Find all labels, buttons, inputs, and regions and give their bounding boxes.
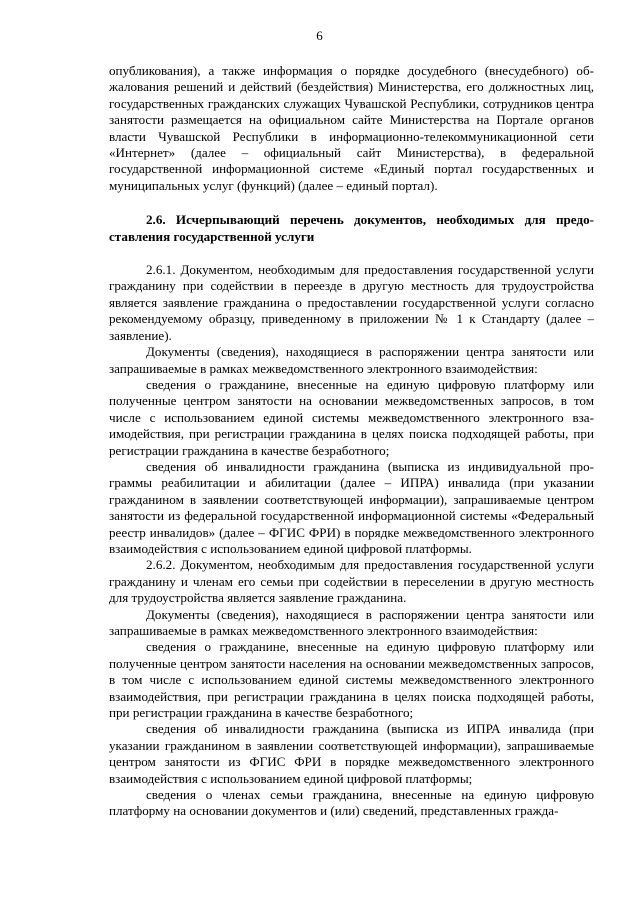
paragraph-documents-intro-2: Документы (сведения), находящиеся в распоряжении центра занятости или запрашиваемые в рамках межведомственного электронного взаимодействия:	[109, 606, 594, 638]
paragraph-citizen-info-2: сведения о гражданине, внесенные на единую цифровую платформу или полученные центром занятости населения на основании межведомственных запросов, в том числе с использованием единой системы межведомственного электронного взаимодействия, при регистрации гражданина в целях поиска подходящей работы, при регистрации гражданина в качестве безработного;	[109, 639, 594, 721]
paragraph-2-6-2: 2.6.2. Документом, необходимым для предоставления государственной услуги гражданину и членам его семьи при содействии в переселении в другую местность для трудоустройства является заявление гражданина.	[109, 557, 594, 606]
paragraph-2-6-1: 2.6.1. Документом, необходимым для предоставления государственной услуги гражданину при содействии в переезде в другую местность для трудоустройства является заявление гражданина о предоставлении государственной услуги согласно рекомендуемому образцу, приведенному в приложении № 1 к Стандарту (далее – заявление).	[109, 262, 594, 343]
paragraph-disability-info-2: сведения об инвалидности гражданина (выписка из ИПРА инвалида (при указании гражданином в заявлении соответствующей информации), запрашиваемые центром занятости из ФГИС ФРИ в порядке межведомственного электронного взаимодействия с использованием единой цифровой платформы;	[109, 721, 594, 786]
paragraph-citizen-info: сведения о гражданине, внесенные на единую цифровую платформу или полученные центром занятости на основании межведомственных запросов, в том числе с использованием единой системы межведомственного электронного взаимодействия, при регистрации гражданина в целях поиска подходящей работы, при регистрации гражданина в качестве безработного;	[109, 376, 594, 458]
section-heading-2-6: 2.6. Исчерпывающий перечень документов, необходимых для предоставления государственной услуги	[109, 212, 594, 244]
paragraph-documents-intro: Документы (сведения), находящиеся в распоряжении центра занятости или запрашиваемые в рамках межведомственного электронного взаимодействия:	[109, 344, 594, 376]
page-number: 6	[316, 28, 323, 43]
paragraph-family-members: сведения о членах семьи гражданина, внесенные на единую цифровую платформу на основании документов и (или) сведений, представленных гражда-	[109, 787, 594, 819]
paragraph-disability-info: сведения об инвалидности гражданина (выписка из индивидуальной программы реабилитации и абилитации (далее – ИПРА) инвалида (при указании гражданином в заявлении соответствующей информации), запрашиваемые центром занятости из федеральной государственной информационной системы «Федеральный реестр инвалидов» (далее – ФГИС ФРИ) в порядке межведомственного электронного взаимодействия с использованием единой цифровой платформы.	[109, 458, 594, 556]
paragraph-publication-info: опубликования), а также информация о порядке досудебного (внесудебного) обжалования решений и действий (бездействия) Министерства, его должностных лиц, государственных гражданских служащих Чувашской Республики, сотрудников центра занятости размещается на официальном сайте Министерства на Портале органов власти Чувашской Республики в информационно-телекоммуникационной сети «Интернет» (далее – официальный сайт Министерства), в федеральной государственной информационной системе «Единый портал государственных и муниципальных услуг (функций) (далее – единый портал).	[109, 63, 594, 193]
document-body	[109, 63, 594, 820]
